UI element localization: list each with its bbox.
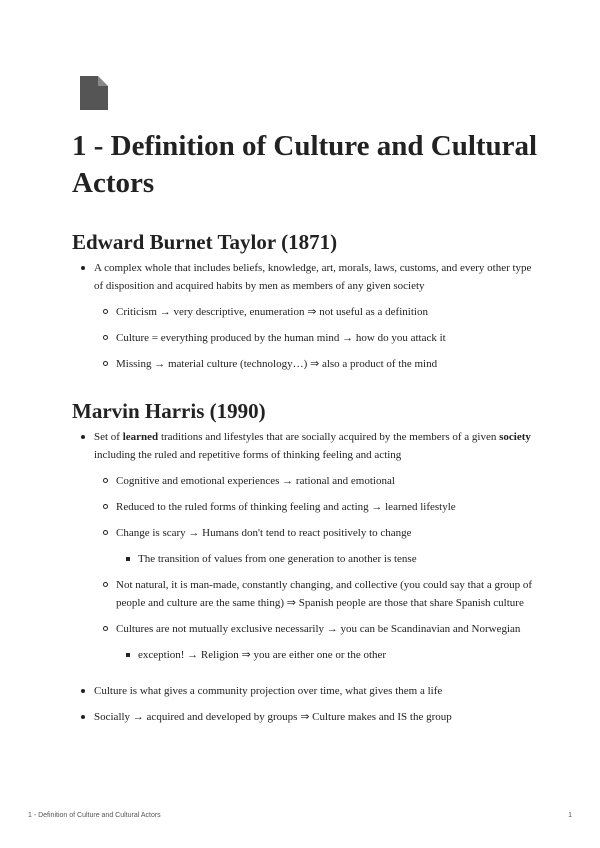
bullet-icon xyxy=(103,478,108,483)
list-item xyxy=(72,259,542,295)
bullet-icon xyxy=(103,582,108,587)
bullet-icon xyxy=(81,435,85,439)
bullet-icon xyxy=(103,335,108,340)
list-item-text: exception! → Religion ⇒ you are either one or the other xyxy=(138,649,387,661)
list-item-text: Change is scary → Humans don't tend to react positively to change xyxy=(116,527,412,539)
bullet-icon xyxy=(103,309,108,314)
list-item xyxy=(72,620,542,638)
list-item-text: Not natural, it is man-made, constantly changing, and collective (you could say that a group of people and culture are the same thing) ⇒ Spanish people are those that share Spanish culture xyxy=(116,579,533,609)
section-heading-taylor: Edward Burnet Taylor (1871) xyxy=(72,230,338,254)
page-number: 1 xyxy=(568,812,572,819)
bullet-icon xyxy=(126,557,130,561)
list-item-text: Set of learned traditions and lifestyles that are socially acquired by the members of a given society including the ruled and repetitive forms of thinking feeling and acting xyxy=(94,431,531,461)
list-item xyxy=(72,550,542,568)
list-item xyxy=(72,329,542,347)
list-item xyxy=(72,428,542,464)
section-heading-harris: Marvin Harris (1990) xyxy=(72,399,266,423)
harris-list xyxy=(72,428,542,726)
bullet-icon xyxy=(126,653,130,657)
list-item xyxy=(72,303,542,321)
footer-title: 1 - Definition of Culture and Cultural Actors xyxy=(28,812,161,819)
list-item-text: Culture is what gives a community projection over time, what gives them a life xyxy=(94,685,443,697)
bullet-icon xyxy=(103,626,108,631)
list-item-text: Cultures are not mutually exclusive necessarily → you can be Scandinavian and Norwegian xyxy=(116,623,521,635)
page-title: 1 - Definition of Culture and Cultural Actors xyxy=(72,130,538,199)
list-item-text: Reduced to the ruled forms of thinking feeling and acting → learned lifestyle xyxy=(116,501,456,513)
bullet-icon xyxy=(81,689,85,693)
taylor-list xyxy=(72,259,542,373)
document-icon xyxy=(80,76,108,110)
bullet-icon xyxy=(103,530,108,535)
bullet-icon xyxy=(103,504,108,509)
list-item xyxy=(72,646,542,664)
list-item xyxy=(72,498,542,516)
list-item-text: Missing → material culture (technology…) ⇒ also a product of the mind xyxy=(116,358,438,370)
list-item xyxy=(72,472,542,490)
list-item-text: Criticism → very descriptive, enumeration ⇒ not useful as a definition xyxy=(116,306,428,318)
list-item xyxy=(72,355,542,373)
list-item xyxy=(72,682,542,700)
list-item-text: The transition of values from one generation to another is tense xyxy=(138,553,417,565)
list-item-text: Socially → acquired and developed by groups ⇒ Culture makes and IS the group xyxy=(94,711,452,723)
bullet-icon xyxy=(81,715,85,719)
list-item-text: Cognitive and emotional experiences → rational and emotional xyxy=(116,475,395,487)
list-item xyxy=(72,524,542,542)
list-item-text: A complex whole that includes beliefs, knowledge, art, morals, laws, customs, and every other type of disposition and acquired habits by men as members of any given society xyxy=(94,262,532,292)
bullet-icon xyxy=(81,266,85,270)
list-item xyxy=(72,576,542,612)
list-item-text: Culture = everything produced by the human mind → how do you attack it xyxy=(116,332,446,344)
list-item xyxy=(72,708,542,726)
bullet-icon xyxy=(103,361,108,366)
